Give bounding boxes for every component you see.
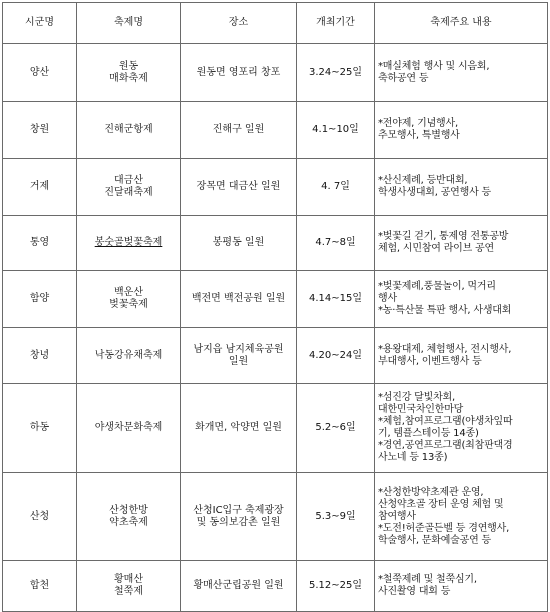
content-line: 사진촬영 대회 등	[378, 586, 451, 597]
place-line: 화개면, 악양면 일원	[195, 422, 282, 433]
content-line: *전야제, 기념행사,	[378, 118, 458, 129]
content-line: *매실체험 행사 및 시음회,	[378, 60, 490, 72]
content-cell	[375, 216, 548, 271]
place-cell	[181, 102, 297, 159]
content-line: 사노네 등 13종)	[378, 452, 448, 463]
content-line: 대한민국차인한마당	[378, 404, 464, 415]
place-cell	[181, 216, 297, 271]
header-content: 축제주요 내용	[375, 3, 548, 44]
content-cell	[375, 384, 548, 473]
place-line: 황매산군립공원 일원	[193, 580, 284, 591]
table-body	[3, 44, 548, 612]
header-period: 개최기간	[297, 3, 375, 44]
period-cell: 5.3~9일	[297, 473, 375, 561]
place-line: 봉평동 일원	[212, 237, 265, 248]
place-cell	[181, 271, 297, 328]
city-cell: 거제	[3, 159, 77, 216]
place-line: 원동면 영포리 창포	[196, 66, 281, 78]
content-line: *벚꽃길 걷기, 통제영 전통공방	[378, 231, 509, 242]
content-line: *농·특산물 특판 행사, 사생대회	[378, 305, 512, 316]
content-cell	[375, 159, 548, 216]
header-city: 시군명	[3, 3, 77, 44]
festival-name-line: 백운산	[114, 287, 143, 298]
content-line: 추모행사, 특별행사	[378, 130, 460, 141]
table-row	[3, 384, 548, 473]
content-line: 학술행사, 문화예술공연 등	[378, 534, 491, 546]
festival-name-line: 황매산	[114, 574, 143, 585]
city-cell: 통영	[3, 216, 77, 271]
header-place: 장소	[181, 3, 297, 44]
content-line: 체험, 시민참여 라이브 공연	[378, 243, 494, 254]
festival-name-line: 봉숫골벚꽃축제	[94, 237, 163, 248]
place-line: 장목면 대금산 일원	[196, 181, 281, 192]
festival-name-line: 대금산	[114, 175, 143, 186]
content-cell	[375, 102, 548, 159]
content-line: 산청약초골 장터 운영 체험 및	[378, 498, 504, 510]
city-cell: 함양	[3, 271, 77, 328]
festival-name-line: 진해군항제	[104, 124, 153, 135]
festival-name-cell	[77, 271, 181, 328]
content-line: 참여행사	[378, 510, 416, 522]
content-line: 학생사생대회, 공연행사 등	[378, 187, 491, 198]
content-line: 행사	[378, 293, 397, 304]
table-row	[3, 44, 548, 102]
content-cell	[375, 44, 548, 102]
city-cell: 합천	[3, 561, 77, 612]
header-festival: 축제명	[77, 3, 181, 44]
content-cell	[375, 473, 548, 561]
city-cell: 하동	[3, 384, 77, 473]
content-line: *도전!허준골든벨 등 경연행사,	[378, 522, 510, 534]
content-line: 축하공연 등	[378, 72, 429, 84]
content-line: *산청한방약초제관 운영,	[378, 486, 484, 498]
place-cell	[181, 44, 297, 102]
festival-name-line: 산청한방	[109, 504, 148, 516]
festival-name-line: 원동	[118, 60, 139, 72]
content-line: *체험,참여프로그램(야생차잎따	[378, 416, 513, 427]
place-line: 산청IC입구 축제광장	[193, 504, 284, 516]
content-line: *섬진강 달빛차회,	[378, 392, 455, 403]
festival-name-line: 낙동강유채축제	[94, 349, 163, 361]
table-row	[3, 216, 548, 271]
content-line: 부대행사, 이벤트행사 등	[378, 355, 482, 367]
content-line: *철쭉제례 및 철쭉심기,	[378, 574, 477, 585]
festival-name-cell	[77, 473, 181, 561]
festival-name-line: 벚꽃축제	[109, 299, 148, 310]
festival-name-line: 철쭉제	[114, 586, 143, 597]
content-line: *용왕대제, 체험행사, 전시행사,	[378, 343, 512, 355]
city-cell: 창원	[3, 102, 77, 159]
festival-name-cell	[77, 561, 181, 612]
table-row	[3, 328, 548, 384]
table-row	[3, 271, 548, 328]
city-cell: 창녕	[3, 328, 77, 384]
place-cell	[181, 561, 297, 612]
place-line: 일원	[228, 355, 249, 367]
content-line: 기, 템플스테이등 14종)	[378, 428, 479, 439]
period-cell: 4.14~15일	[297, 271, 375, 328]
festival-name-line: 진달래축제	[104, 187, 153, 198]
period-cell: 4.1~10일	[297, 102, 375, 159]
period-cell: 5.2~6일	[297, 384, 375, 473]
period-cell: 4.20~24일	[297, 328, 375, 384]
content-cell	[375, 271, 548, 328]
festival-name-cell	[77, 216, 181, 271]
period-cell: 4. 7일	[297, 159, 375, 216]
place-line: 및 동의보감촌 일원	[196, 516, 281, 528]
table-row	[3, 473, 548, 561]
place-line: 남지읍 남지체육공원	[193, 343, 284, 355]
festival-name-cell	[77, 384, 181, 473]
period-cell: 5.12~25일	[297, 561, 375, 612]
place-cell	[181, 159, 297, 216]
content-cell	[375, 328, 548, 384]
place-cell	[181, 328, 297, 384]
header-row	[3, 3, 548, 44]
festival-name-cell	[77, 159, 181, 216]
festival-name-line: 매화축제	[109, 72, 148, 84]
place-cell	[181, 384, 297, 473]
place-line: 백전면 백전공원 일원	[191, 293, 286, 304]
period-cell: 4.7~8일	[297, 216, 375, 271]
content-line: *벚꽃제례,풍물놀이, 먹거리	[378, 281, 496, 292]
content-line: *경연,공연프로그램(최참판댁경	[378, 440, 513, 451]
period-cell: 3.24~25일	[297, 44, 375, 102]
festival-name-cell	[77, 44, 181, 102]
festival-name-line: 약초축제	[109, 516, 148, 528]
city-cell: 산청	[3, 473, 77, 561]
festival-name-cell	[77, 102, 181, 159]
table-row	[3, 159, 548, 216]
content-cell	[375, 561, 548, 612]
place-line: 진해구 일원	[212, 124, 265, 135]
content-line: *산신제례, 등반대회,	[378, 175, 468, 186]
table-row	[3, 561, 548, 612]
place-cell	[181, 473, 297, 561]
city-cell: 양산	[3, 44, 77, 102]
table-row	[3, 102, 548, 159]
festival-name-cell	[77, 328, 181, 384]
festival-table	[2, 2, 548, 612]
festival-name-line: 야생차문화축제	[94, 422, 163, 433]
